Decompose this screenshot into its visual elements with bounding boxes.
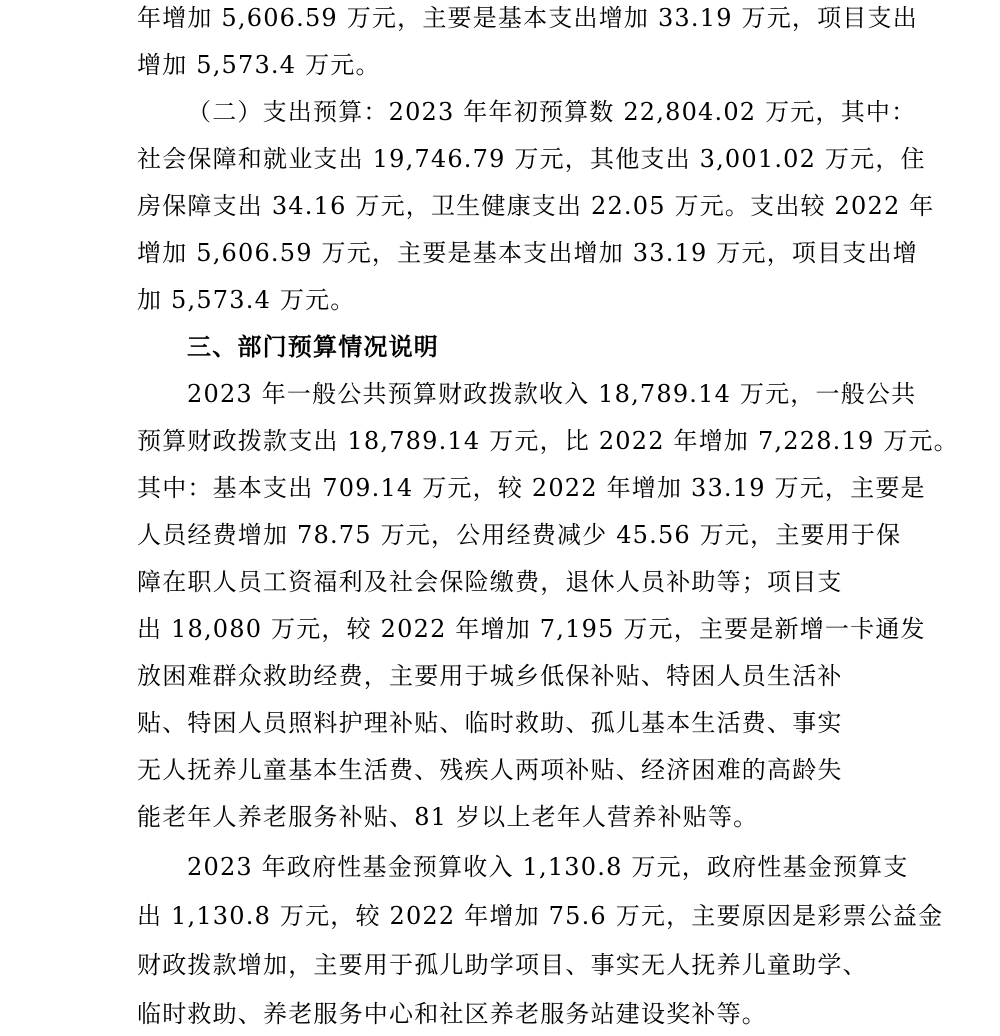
text-line: 社会保障和就业支出 19,746.79 万元，其他支出 3,001.02 万元，住 [137,145,926,173]
text-line: 出 18,080 万元，较 2022 年增加 7,195 万元，主要是新增一卡通发 [137,615,926,643]
text-line: 人员经费增加 78.75 万元，公用经费减少 45.56 万元，主要用于保 [137,521,902,549]
text-line: 其中：基本支出 709.14 万元，较 2022 年增加 33.19 万元，主要是 [137,474,926,502]
section-heading: 三、部门预算情况说明 [187,333,439,361]
text-line: 临时救助、养老服务中心和社区养老服务站建设奖补等。 [137,1000,767,1028]
text-line: 增加 5,573.4 万元。 [137,51,381,79]
text-line: 财政拨款增加，主要用于孤儿助学项目、事实无人抚养儿童助学、 [137,951,868,979]
text-line: 预算财政拨款支出 18,789.14 万元，比 2022 年增加 7,228.19 万元。 [137,427,959,455]
text-line: 贴、特困人员照料护理补贴、临时救助、孤儿基本生活费、事实 [137,709,843,737]
text-line: 放困难群众救助经费，主要用于城乡低保补贴、特困人员生活补 [137,662,843,690]
text-line: 加 5,573.4 万元。 [137,286,356,314]
text-line: 2023 年一般公共预算财政拨款收入 18,789.14 万元，一般公共 [187,380,917,408]
text-line: 年增加 5,606.59 万元，主要是基本支出增加 33.19 万元，项目支出 [137,4,918,32]
text-line: 无人抚养儿童基本生活费、残疾人两项补贴、经济困难的高龄失 [137,756,843,784]
text-line: 障在职人员工资福利及社会保险缴费，退休人员补助等；项目支 [137,568,843,596]
text-line: 2023 年政府性基金预算收入 1,130.8 万元，政府性基金预算支 [187,853,909,881]
text-line: 出 1,130.8 万元，较 2022 年增加 75.6 万元，主要原因是彩票公益金 [137,902,944,930]
text-line: 能老年人养老服务补贴、81 岁以上老年人营养补贴等。 [137,803,759,831]
text-line: 房保障支出 34.16 万元，卫生健康支出 22.05 万元。支出较 2022 年 [137,192,935,220]
section-expenditure-budget: （二）支出预算：2023 年年初预算数 22,804.02 万元，其中： [187,98,917,126]
text-line: 增加 5,606.59 万元，主要是基本支出增加 33.19 万元，项目支出增 [137,239,918,267]
